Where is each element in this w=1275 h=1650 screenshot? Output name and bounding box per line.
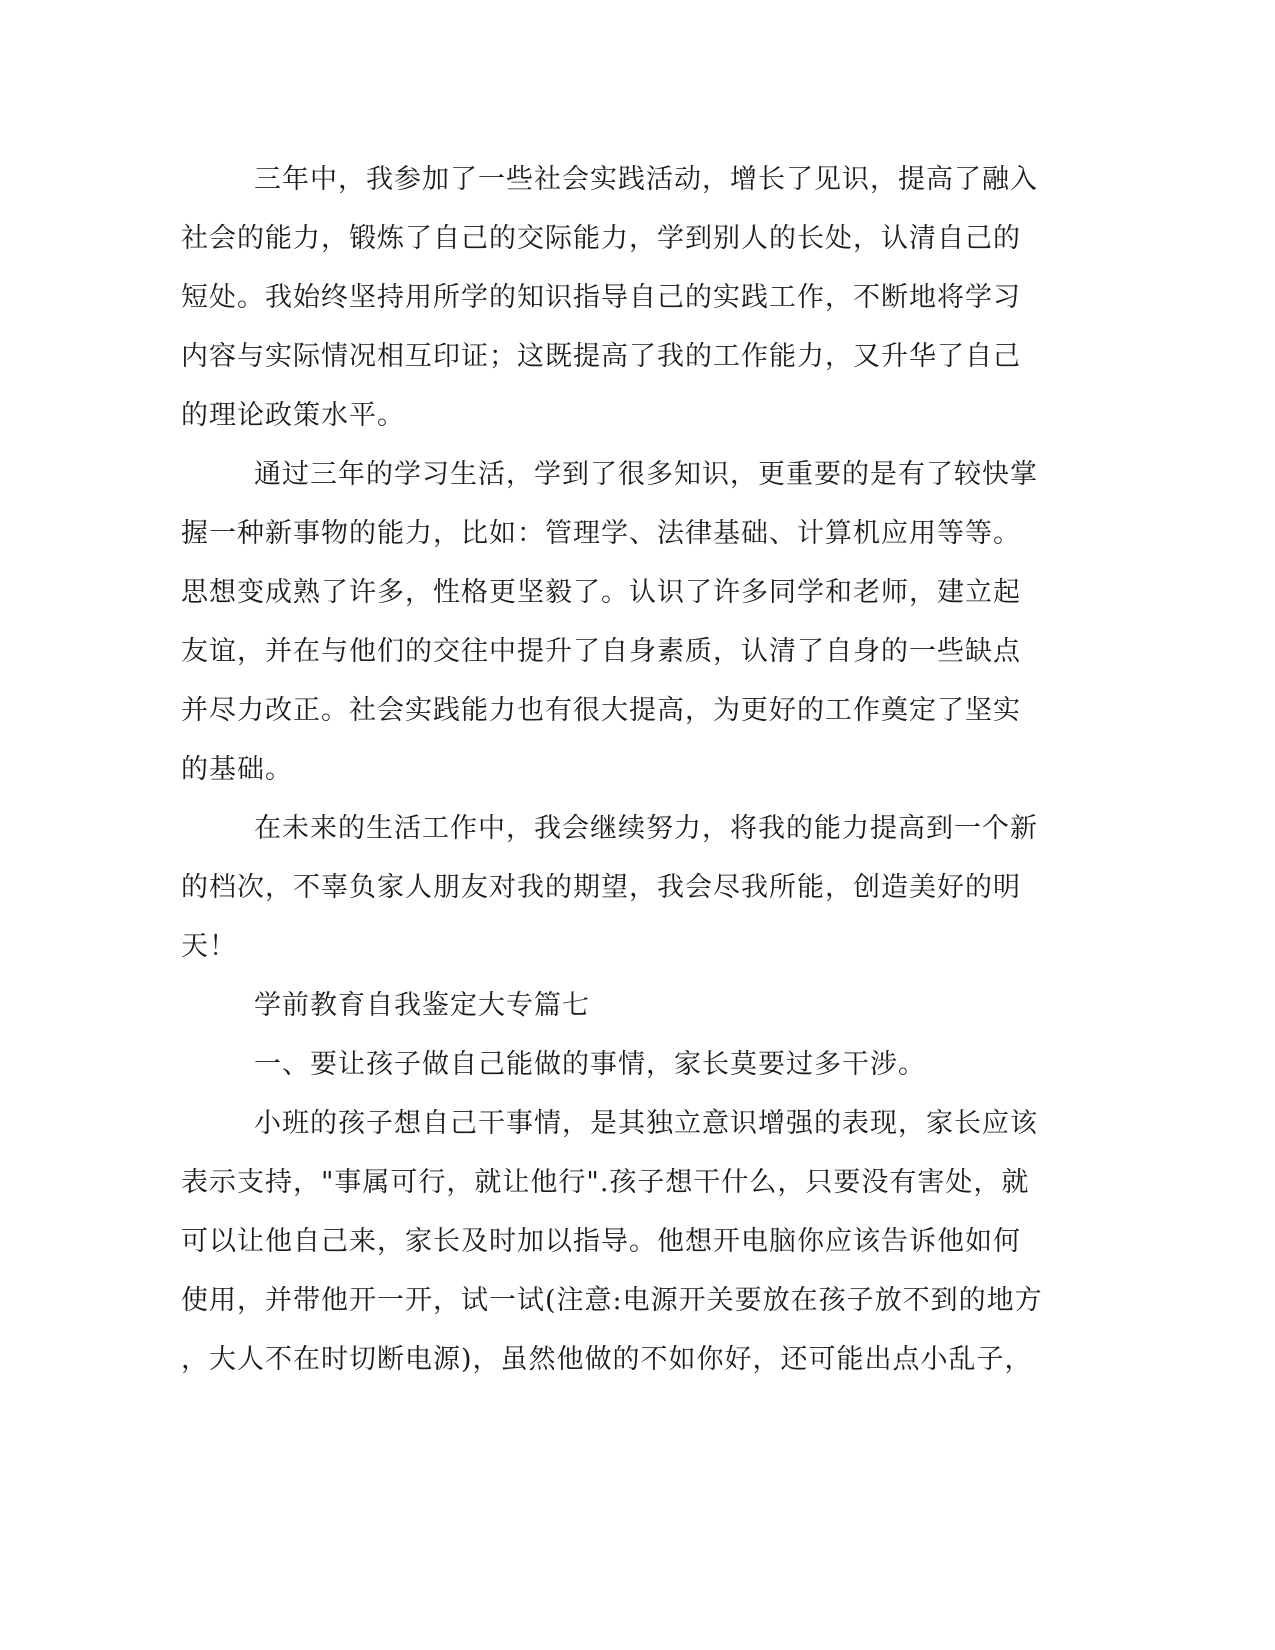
paragraph-1-line-5: 的理论政策水平。: [181, 400, 405, 431]
paragraph-3-line-1: 在未来的生活工作中，我会继续努力，将我的能力提高到一个新: [254, 813, 1038, 844]
paragraph-2-line-2: 握一种新事物的能力，比如：管理学、法律基础、计算机应用等等。: [181, 518, 1021, 549]
paragraph-4-line-2: 表示支持，"事属可行，就让他行".孩子想干什么，只要没有害处，就: [181, 1167, 1030, 1198]
paragraph-3-line-3: 天！: [181, 931, 237, 962]
section-heading: 学前教育自我鉴定大专篇七: [254, 990, 590, 1021]
paragraph-2-line-6: 的基础。: [181, 754, 293, 785]
paragraph-3-line-2: 的档次，不辜负家人朋友对我的期望，我会尽我所能，创造美好的明: [181, 872, 1021, 903]
paragraph-2-line-4: 友谊，并在与他们的交往中提升了自身素质，认清了自身的一些缺点: [181, 636, 1021, 667]
point-one: 一、要让孩子做自己能做的事情，家长莫要过多干涉。: [254, 1049, 926, 1080]
paragraph-1-line-4: 内容与实际情况相互印证；这既提高了我的工作能力，又升华了自己: [181, 341, 1021, 372]
paragraph-2-line-1: 通过三年的学习生活，学到了很多知识，更重要的是有了较快掌: [254, 459, 1038, 490]
paragraph-1-line-1: 三年中，我参加了一些社会实践活动，增长了见识，提高了融入: [254, 164, 1038, 195]
paragraph-2-line-3: 思想变成熟了许多，性格更坚毅了。认识了许多同学和老师，建立起: [181, 577, 1021, 608]
paragraph-4-line-3: 可以让他自己来，家长及时加以指导。他想开电脑你应该告诉他如何: [181, 1226, 1021, 1257]
paragraph-1-line-3: 短处。我始终坚持用所学的知识指导自己的实践工作，不断地将学习: [181, 282, 1021, 313]
paragraph-1-line-2: 社会的能力，锻炼了自己的交际能力，学到别人的长处，认清自己的: [181, 223, 1021, 254]
paragraph-4-line-4: 使用，并带他开一开，试一试(注意:电源开关要放在孩子放不到的地方: [181, 1285, 1043, 1316]
paragraph-4-line-1: 小班的孩子想自己干事情，是其独立意识增强的表现，家长应该: [254, 1108, 1038, 1139]
paragraph-2-line-5: 并尽力改正。社会实践能力也有很大提高，为更好的工作奠定了坚实: [181, 695, 1021, 726]
paragraph-4-line-5: ，大人不在时切断电源)，虽然他做的不如你好，还可能出点小乱子，: [181, 1344, 1033, 1375]
